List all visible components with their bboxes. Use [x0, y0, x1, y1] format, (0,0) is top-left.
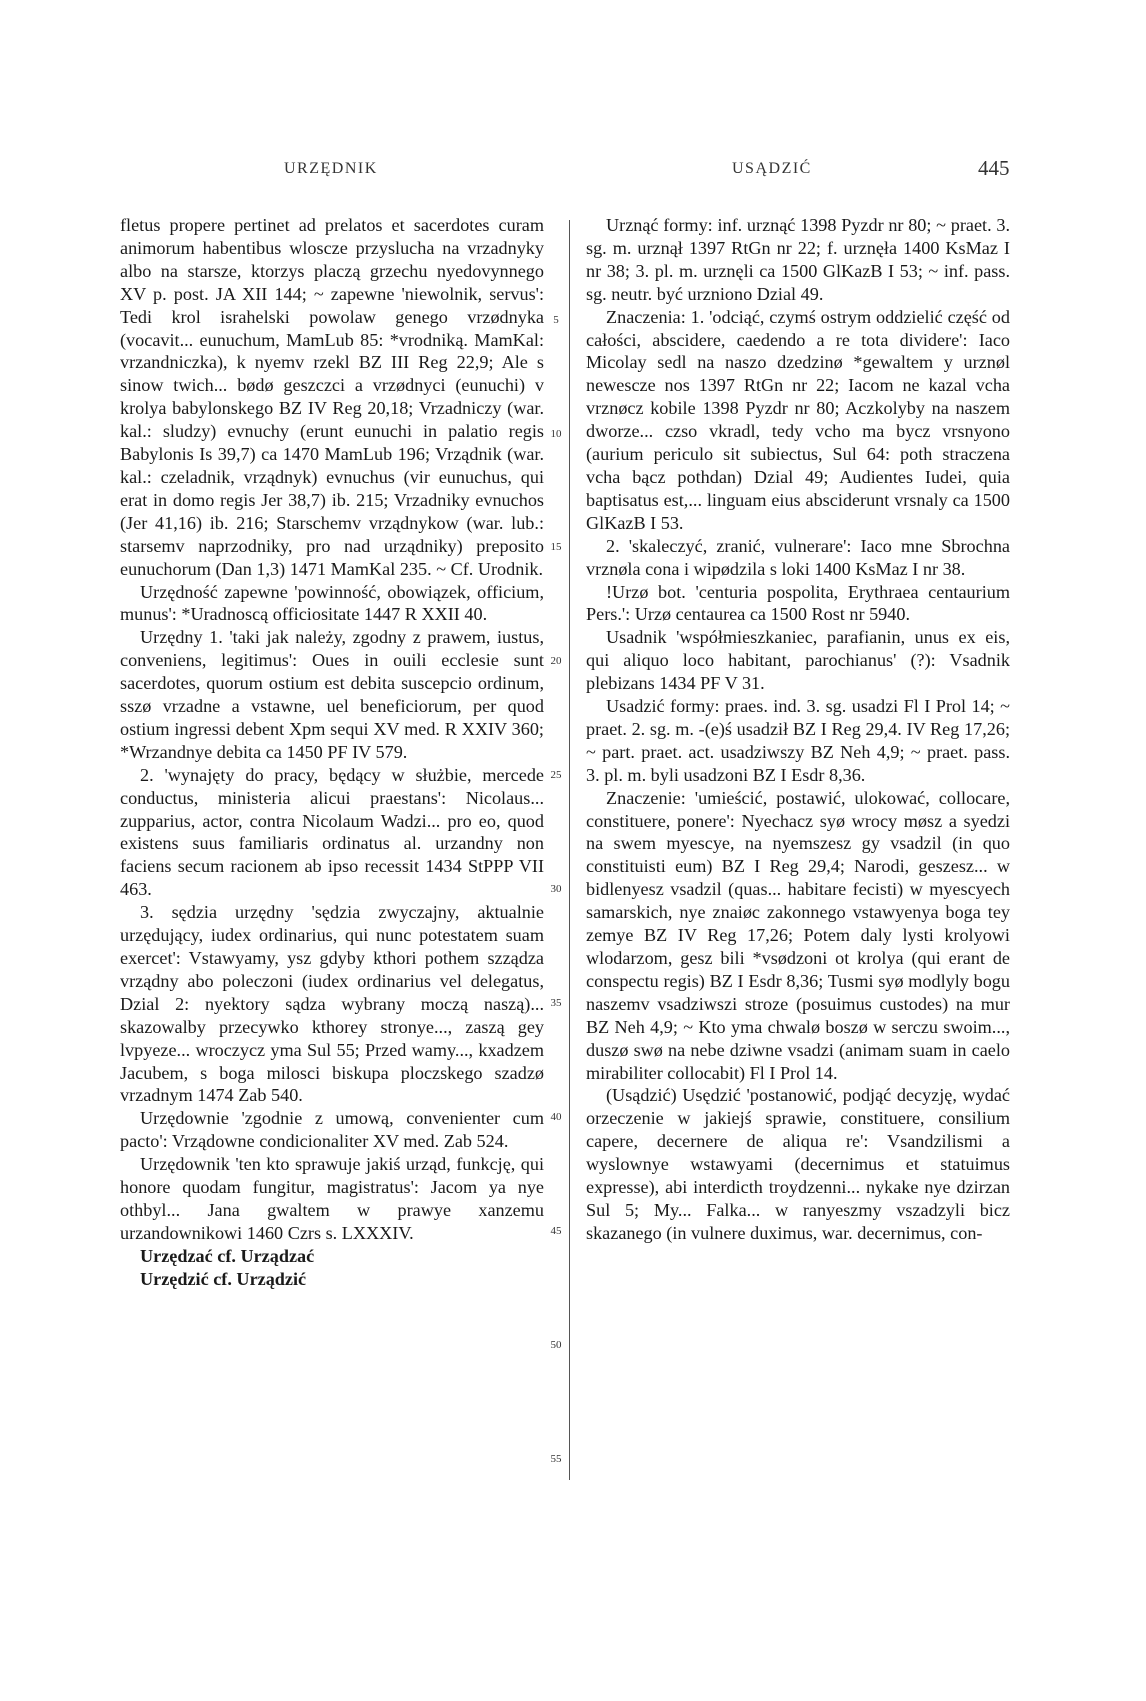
entry-usadzic: Usadzić formy: praes. ind. 3. sg. usadzi Fl I Prol 14; ~ praet. 2. sg. m. -(e)ś usadził BZ I Reg 29,4. IV Reg 17,26; ~ part. praet. act. usadziwszy BZ Neh 4,9; ~ praet. pass. 3. pl. m. byli usadzoni BZ I Esdr 8,36.	[586, 696, 1010, 785]
entry-urzedownie: Urzędownie 'zgodnie z umową, convenienter cum pacto': Vrządowne condicionaliter XV med. Zab 524.	[120, 1108, 544, 1152]
running-head-left: URZĘDNIK	[284, 160, 378, 177]
right-column	[586, 214, 1010, 1245]
line-number: 50	[550, 1339, 562, 1351]
entry-urzedownik: Urzędownik 'ten kto sprawuje jakiś urząd, funkcję, qui honore quodam fungitur, magistratus': Jacom ya nye othbyl... Jana gwaltem w prawye xanzemu urzandownikowi 1460 Czrs s. LXXXIV.	[120, 1154, 544, 1243]
line-number: 35	[550, 997, 562, 1009]
entry-usadzic-usedzic: (Usądzić) Usędzić 'postanowić, podjąć decyzję, wydać orzeczenie w jakiejś sprawie, constituere, consilium capere, decernere de aliqua re': Vsandzilismi a wyslownye wstawyami (decernimus et statuimus expresse), abi interdicth troydzenni... nykake nye dzirzan Sul 5; My... Falka... w ranyeszmy vszadzyli bicz skazanego (in vulnere duximus, war. decernimus, con-	[586, 1085, 1010, 1243]
entry-urzedzic: Urzędzić cf. Urządzić	[140, 1268, 307, 1289]
entry-usadzic-meaning: Znaczenie: 'umieścić, postawić, ulokować, collocare, constituere, ponere': Nyechacz syø wrocy møsz a syedzi na swem myescye, na nyemszesz gy vsadzil (in quo constituisti eum) BZ I Reg 29,4; Narodi, geszesz... w bidlenyesz vsadzil (quas... habitare fecisti) w myescyech samarskich, nye znaiøc zakonnego vstawyenya boga tey zemye BZ IV Reg 17,26; Potem daly lysti krolyowi wlodarzom, gesz bili *vsødzoni ot krolya (qui erant de conspectu regis) BZ I Esdr 8,36; Tusmi syø modlyly bogu naszemv vsadziwszi stroze (posuimus custodes) na mur BZ Neh 4,9; ~ Kto yma chwalø boszø w serczu swoim..., duszø swø na nebe dziwne vsadzi (animam suam in caelo mirabiliter collocabit) Fl I Prol 14.	[586, 787, 1010, 1083]
line-number: 45	[550, 1225, 562, 1237]
running-head-right: USĄDZIĆ	[732, 160, 812, 177]
line-number: 15	[550, 541, 562, 553]
entry-urzedny-sense-2: 2. 'wynajęty do pracy, będący w służbie, mercede conductus, ministeria alicui praestans': Nicolaus... zupparius, actor, contra Nicolaum Wadzi... pro eo, quod existens suus familiaris ordinatus al. urzandny non faciens secum racionem ab ipso recessit 1434 StPPP VII 463.	[120, 764, 544, 900]
entry-urznac-sense-1: Znaczenia: 1. 'odciąć, czymś ostrym oddzielić część od całości, abscidere, caedendo a re tota dividere': Iaco Micolay sedl na naszo dzedzinø *gewaltem y urznøl newescze nos 1397 RtGn nr 22; Iacom ne kazal vcha vrznøcz kobile 1398 Pyzdr nr 80; Aczkolyby na naszem dworze... czso vkradl, tedy vcho ma bycz vrsnyono (aurium periculo sit subiectus, Sul 64: poth straczena vcha bącz pothdan) Dzial 49; Audientes Iudei, quia baptisatus est,... linguam eius absciderunt vrsnaly ca 1500 GlKazB I 53.	[586, 306, 1010, 533]
line-number: 40	[550, 1111, 562, 1123]
entry-urzedny: Urzędny 1. 'taki jak należy, zgodny z prawem, iustus, conveniens, legitimus': Oues in ouili ecclesie sunt sacerdotes, quorum ostium est debita suscepcio ordinum, sszø vrzadne a vstawne, uel beneficiorum, per quod ostium ingressi debent Xpm sequi XV med. R XXIV 360; *Wrzandnye debita ca 1450 PF IV 579.	[120, 627, 544, 762]
entry-urzednosc: Urzędność zapewne 'powinność, obowiązek, officium, munus': *Uradnoscą officiositate 1447 R XXII 40.	[120, 581, 544, 625]
entry-urzedzac: Urzędzać cf. Urządzać	[140, 1245, 315, 1266]
entry-urznac: Urznąć formy: inf. urznąć 1398 Pyzdr nr 80; ~ praet. 3. sg. m. urznął 1397 RtGn nr 22; f. urznęła 1400 KsMaz I nr 38; 3. pl. m. urznęli ca 1500 GlKazB I 53; ~ inf. pass. sg. neutr. być urzniono Dzial 49.	[586, 215, 1010, 304]
line-number: 20	[550, 655, 562, 667]
column-divider	[569, 220, 570, 1480]
page-number: 445	[978, 156, 1010, 180]
page-header	[0, 156, 1146, 190]
line-number: 30	[550, 883, 562, 895]
entry-usadnik: Usadnik 'współmieszkaniec, parafianin, unus ex eis, qui aliquo loco habitant, parochianus' (?): Vsadnik plebizans 1434 PF V 31.	[586, 627, 1010, 694]
entry-urzo: !Urzø bot. 'centuria pospolita, Erythraea centaurium Pers.': Urzø centaurea ca 1500 Rost nr 5940.	[586, 581, 1010, 625]
line-number: 55	[550, 1453, 562, 1465]
entry-urznac-sense-2: 2. 'skaleczyć, zranić, vulnerare': Iaco mne Sbrochna vrznøla cona i wipødzila s loki 1400 KsMaz I nr 38.	[586, 535, 1010, 579]
entry-urzednik-continued: fletus propere pertinet ad prelatos et sacerdotes curam animorum habentibus wloscze przyslucha na vrzadnyky albo na starsze, ktorzys placzą grzechu nyedovynnego XV p. post. JA XII 144; ~ zapewne 'niewolnik, servus': Tedi krol israhelski powolaw genego vrzødnyka (vocavit... eunuchum, MamLub 85: *vrodniką. MamKal: vrzandniczka), k nyemv rzekl BZ III Reg 22,9; Ale s sinow twich... bødø geszczci a vrzødnyci (eunuchi) v krolya babylonskego BZ IV Reg 20,18; Vrzadniczy (war. kal.: sludzy) evnuchy (erunt eunuchi in palatio regis Babylonis Is 39,7) ca 1470 MamLub 196; Vrządnik (war. kal.: czeladnik, vrządnyk) evnuchus (vir eunuchus, qui erat in domo regis Jer 38,7) ib. 215; Vrzadniky evnuchos (Jer 41,16) ib. 216; Starschemv vrządnykow (war. lub.: starsemv naprzodniky, pro nad urządniky) preposito eunuchorum (Dan 1,3) 1471 MamKal 235. ~ Cf. Urodnik.	[120, 215, 544, 579]
entry-urzedny-sense-3: 3. sędzia urzędny 'sędzia zwyczajny, aktualnie urzędujący, iudex ordinarius, qui nunc potestatem suam exercet': Vstawyamy, ysz gdyby kthori pothem szządza vrządny abo poleczoni (iudex ordinarius vel delegatus, Dzial 2: nyektory sądza wybrany moczą naszą)... skazowalby przecywko kthorey stronye..., zaszą gey lvpyeze... wroczycz yma Sul 55; Przed wamy..., kxadzem Jacubem, s boga milosci biskupa ploczskego szadzø vrzadnym 1474 Zab 540.	[120, 902, 544, 1106]
left-column	[120, 214, 544, 1291]
line-number: 5	[553, 314, 559, 326]
line-number: 10	[550, 428, 562, 440]
line-number: 25	[550, 769, 562, 781]
